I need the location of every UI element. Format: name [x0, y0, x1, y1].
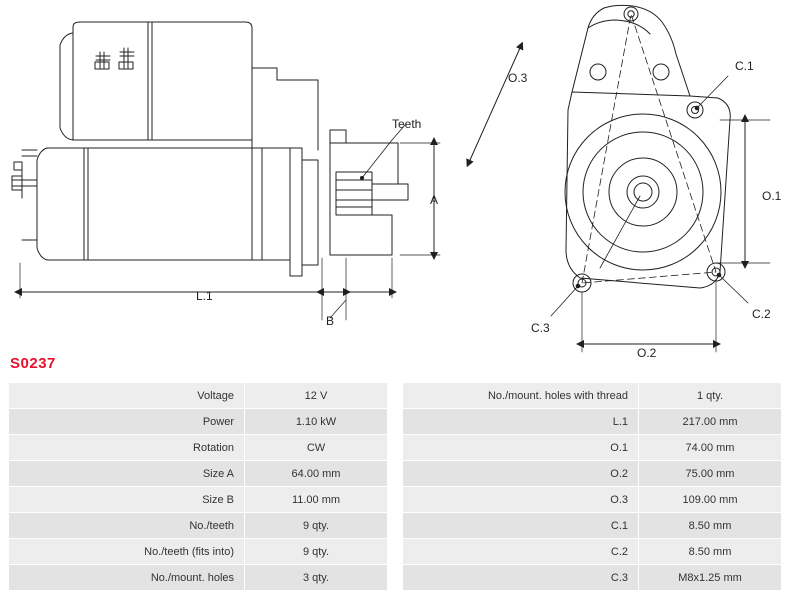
spec-label: Rotation	[9, 435, 245, 461]
label-dim-o3: O.3	[508, 71, 528, 85]
specs-left-body	[9, 383, 388, 591]
specs-right-body	[403, 383, 782, 591]
table-row	[403, 539, 782, 565]
spec-label: C.3	[403, 565, 639, 591]
label-dim-l1: L.1	[196, 289, 213, 303]
spec-label: No./mount. holes	[9, 565, 245, 591]
spec-value: 64.00 mm	[245, 461, 388, 487]
spec-label: No./mount. holes with thread	[403, 383, 639, 409]
table-row	[9, 409, 388, 435]
label-teeth: Teeth	[392, 117, 422, 131]
table-row	[403, 565, 782, 591]
spec-label: L.1	[403, 409, 639, 435]
label-dim-c2: C.2	[752, 307, 771, 321]
specs-table-left	[8, 382, 388, 591]
table-row	[403, 409, 782, 435]
table-row	[403, 487, 782, 513]
label-dim-c3: C.3	[531, 321, 550, 335]
table-row	[403, 383, 782, 409]
spec-label: O.1	[403, 435, 639, 461]
table-row	[9, 435, 388, 461]
label-dim-a: A	[430, 193, 439, 207]
spec-value: 12 V	[245, 383, 388, 409]
table-row	[403, 513, 782, 539]
table-row	[403, 435, 782, 461]
spec-label: O.3	[403, 487, 639, 513]
spec-value: 75.00 mm	[639, 461, 782, 487]
spec-label: Size A	[9, 461, 245, 487]
spec-value: 1.10 kW	[245, 409, 388, 435]
spec-value: 8.50 mm	[639, 539, 782, 565]
spec-value: 109.00 mm	[639, 487, 782, 513]
spec-label: No./teeth	[9, 513, 245, 539]
part-code: S0237	[10, 355, 56, 372]
table-row	[9, 513, 388, 539]
spec-label: C.1	[403, 513, 639, 539]
spec-label: C.2	[403, 539, 639, 565]
specs-table-right	[402, 382, 782, 591]
label-dim-o2: O.2	[637, 346, 657, 360]
spec-value: 9 qty.	[245, 513, 388, 539]
spec-label: Size B	[9, 487, 245, 513]
spec-value: 11.00 mm	[245, 487, 388, 513]
label-dim-o1: O.1	[762, 189, 782, 203]
spec-value: 3 qty.	[245, 565, 388, 591]
spec-value: 1 qty.	[639, 383, 782, 409]
spec-value: M8x1.25 mm	[639, 565, 782, 591]
spec-label: Power	[9, 409, 245, 435]
table-row	[403, 461, 782, 487]
spec-value: CW	[245, 435, 388, 461]
table-row	[9, 461, 388, 487]
table-row	[9, 487, 388, 513]
spec-label: Voltage	[9, 383, 245, 409]
label-dim-b: B	[326, 314, 335, 328]
spec-value: 217.00 mm	[639, 409, 782, 435]
table-row	[9, 565, 388, 591]
spec-value: 8.50 mm	[639, 513, 782, 539]
spec-value: 74.00 mm	[639, 435, 782, 461]
spec-label: No./teeth (fits into)	[9, 539, 245, 565]
label-dim-c1: C.1	[735, 59, 754, 73]
table-row	[9, 539, 388, 565]
table-row	[9, 383, 388, 409]
spec-label: O.2	[403, 461, 639, 487]
spec-value: 9 qty.	[245, 539, 388, 565]
